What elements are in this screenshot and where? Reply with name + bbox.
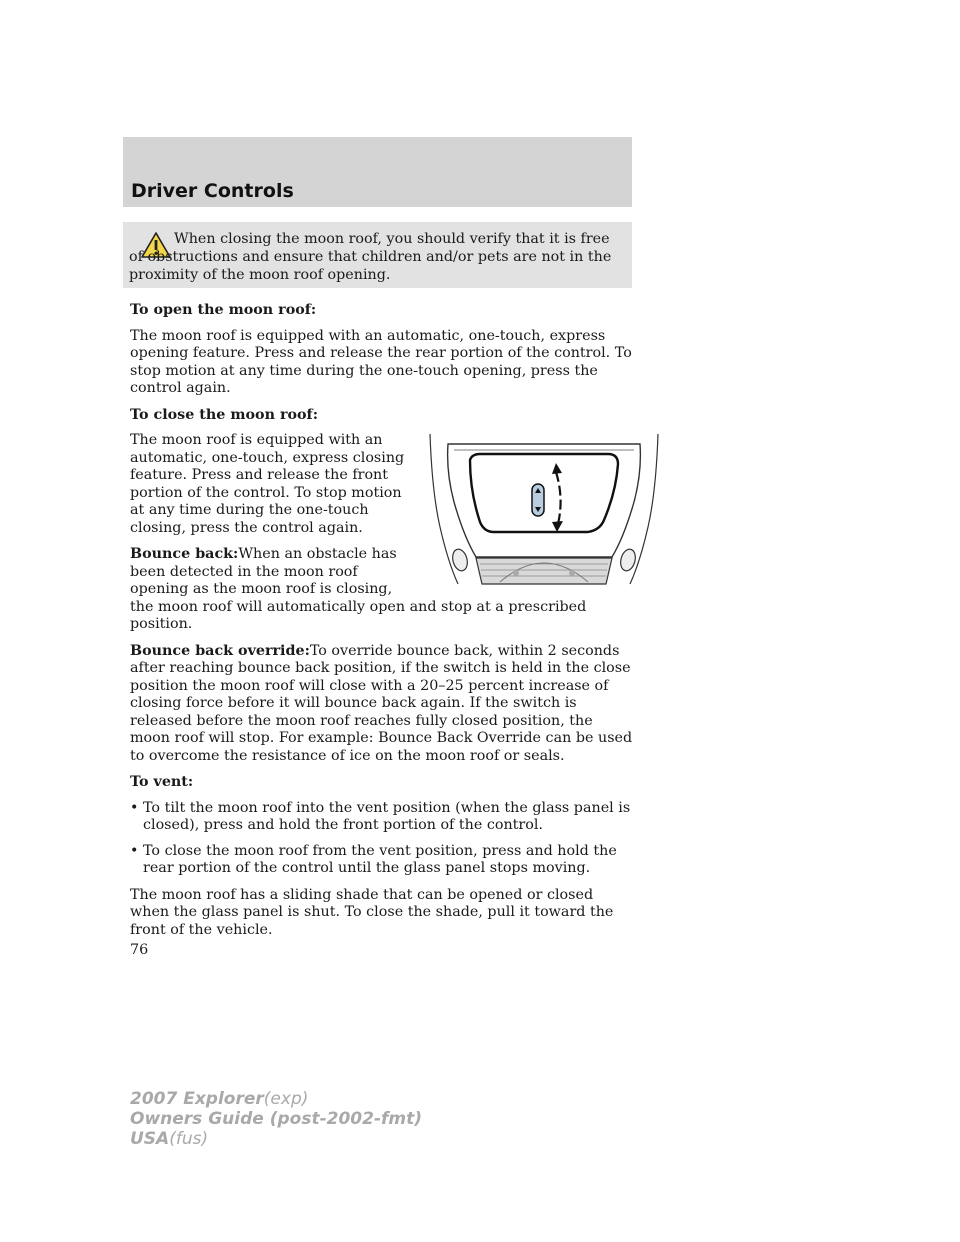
bounce-back-label: Bounce back: bbox=[130, 546, 239, 562]
overhead-console-moonroof-switch-icon bbox=[428, 432, 660, 592]
section-title: Driver Controls bbox=[131, 180, 294, 202]
page-number: 76 bbox=[130, 942, 149, 958]
close-body: The moon roof is equipped with an automatic, one-touch, express closing feature. Press and release the front portion of the control. To stop motion at any time during the one-touch closing, press the control again. bbox=[130, 432, 405, 536]
vent-bullet-list bbox=[130, 800, 635, 878]
list-item: • To close the moon roof from the vent position, press and hold the rear portion of the control until the glass panel stops moving. bbox=[130, 842, 617, 876]
bullet-marker: • bbox=[130, 842, 139, 859]
open-heading: To open the moon roof: bbox=[130, 302, 317, 318]
vent-heading: To vent: bbox=[130, 774, 194, 790]
warning-text: When closing the moon roof, you should verify that it is free of obstructions and ensure that children and/or pets are not in the proximity of the moon roof opening. bbox=[129, 231, 612, 283]
list-item: • To tilt the moon roof into the vent position (when the glass panel is closed), press and hold the front portion of the control. bbox=[130, 799, 631, 833]
bounce-override-label: Bounce back override: bbox=[130, 642, 310, 659]
footer-imprint: 2007 Explorer(exp) Owners Guide (post-2002-fmt) USA(fus) bbox=[130, 1089, 423, 1149]
shade-paragraph: The moon roof has a sliding shade that can be opened or closed when the glass panel is shut. To close the shade, pull it toward the front of the vehicle. bbox=[130, 886, 614, 938]
bounce-override-body: To override bounce back, within 2 seconds after reaching bounce back position, if the switch is held in the close position the moon roof will close with a 20–25 percent increase of closing force before it will bounce back again. If the switch is released before the moon roof reaches fully closed position, the moon roof will stop. For example: Bounce Back Override can be used to overcome the resistance of ice on the moon roof or seals. bbox=[130, 642, 633, 764]
open-body: The moon roof is equipped with an automatic, one-touch, express opening feature. Press and release the rear portion of the control. To stop motion at any time during the one-touch opening, press the control again. bbox=[130, 327, 632, 396]
bullet-marker: • bbox=[130, 799, 139, 816]
warning-box bbox=[123, 222, 632, 288]
bounce-back-body: When an obstacle has been detected in the moon roof opening as the moon roof is closing, the moon roof will automatically open and stop at a prescribed position. bbox=[130, 546, 587, 632]
section-header bbox=[123, 137, 632, 207]
close-heading: To close the moon roof: bbox=[130, 406, 318, 423]
page-content bbox=[130, 302, 635, 948]
bounce-override-paragraph bbox=[130, 643, 635, 766]
